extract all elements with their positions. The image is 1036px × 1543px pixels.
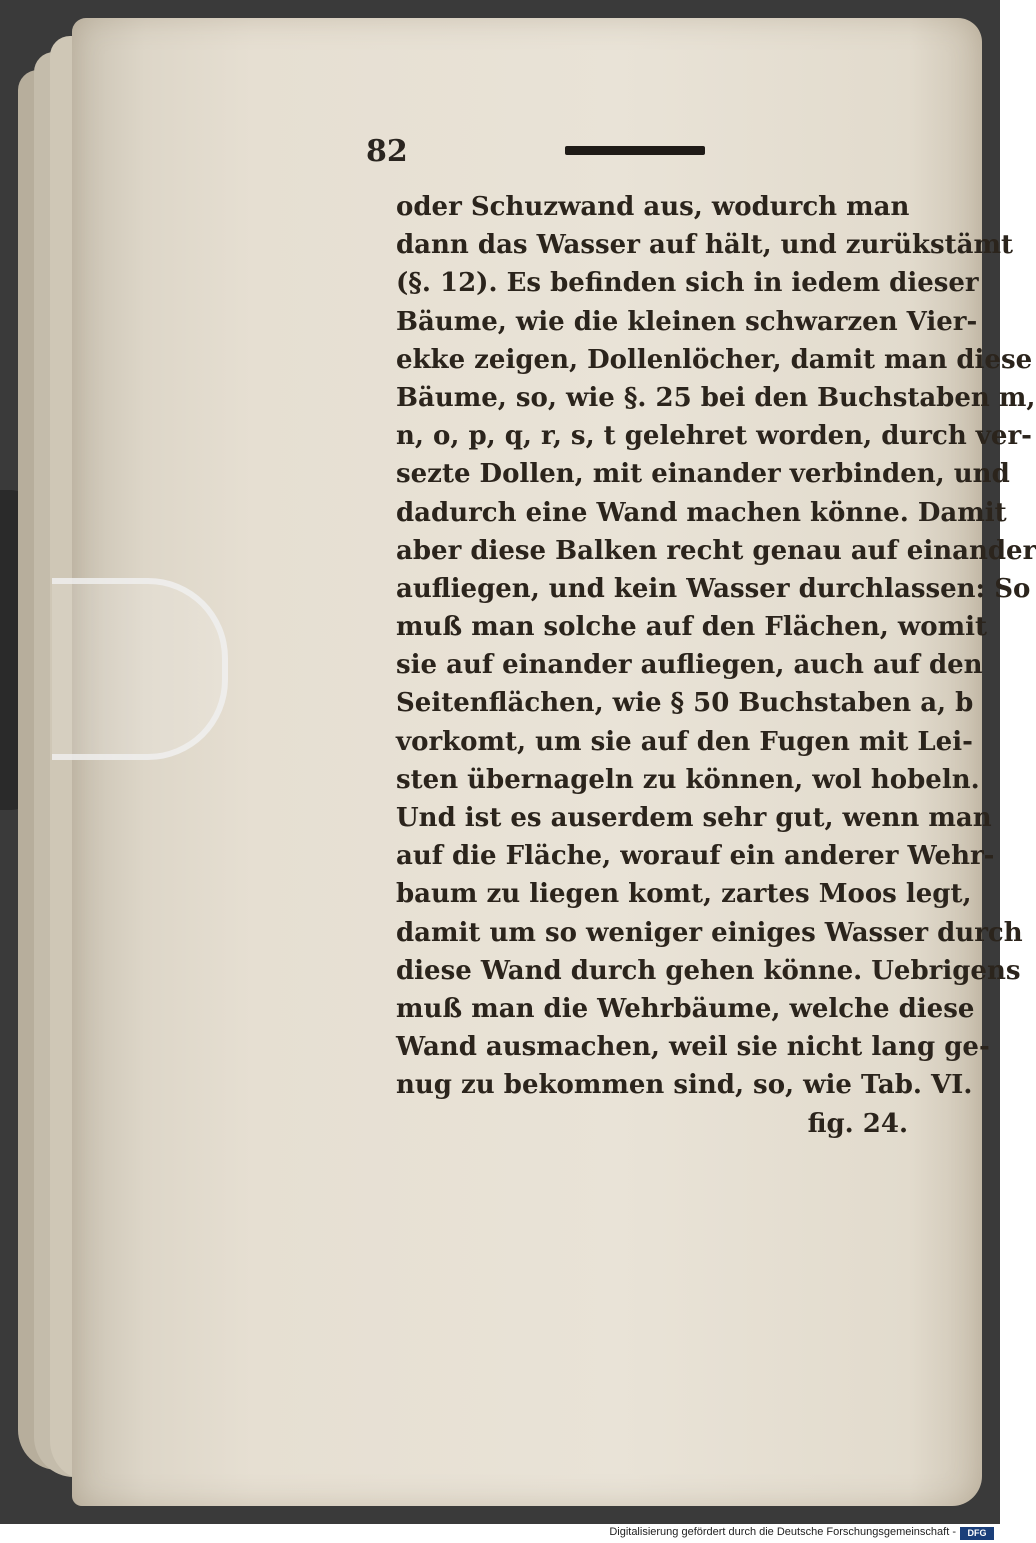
page-clip xyxy=(52,578,228,760)
text-line: vorkomt, um sie auf den Fugen mit Lei- xyxy=(396,726,973,757)
text-line: diese Wand durch gehen könne. Uebrigens xyxy=(396,955,1021,986)
text-line: dann das Wasser auf hält, und zurükstämt xyxy=(396,230,1014,261)
text-line: Seitenflächen, wie § 50 Buchstaben a, b xyxy=(396,688,974,719)
text-line: muß man die Wehrbäume, welche diese xyxy=(396,993,975,1024)
body-text xyxy=(396,188,1036,1143)
text-line: auf die Fläche, worauf ein anderer Wehr- xyxy=(396,841,995,872)
text-line: sten übernageln zu können, wol hobeln. xyxy=(396,764,980,795)
text-line: nug zu bekommen sind, so, wie Tab. VI. xyxy=(396,1070,973,1101)
text-line: dadurch eine Wand machen könne. Damit xyxy=(396,497,1007,528)
text-line: baum zu liegen komt, zartes Moos legt, xyxy=(396,879,972,910)
text-line: ekke zeigen, Dollenlöcher, damit man diese xyxy=(396,344,1033,375)
header-rule xyxy=(565,146,705,155)
text-line: Wand ausmachen, weil sie nicht lang ge- xyxy=(396,1032,990,1063)
text-line: Bäume, wie die kleinen schwarzen Vier- xyxy=(396,306,978,337)
text-line: n, o, p, q, r, s, t gelehret worden, durch ver- xyxy=(396,421,1032,452)
text-line-catchword: fig. 24. xyxy=(807,1108,908,1139)
text-line: Bäume, so, wie §. 25 bei den Buchstaben m, xyxy=(396,382,1036,413)
text-line: (§. 12). Es befinden sich in iedem dieser xyxy=(396,268,979,299)
text-line: muß man solche auf den Flächen, womit xyxy=(396,612,987,643)
dfg-logo: DFG xyxy=(960,1527,994,1540)
text-line: sezte Dollen, mit einander verbinden, und xyxy=(396,459,1010,490)
text-line: aber diese Balken recht genau auf einander xyxy=(396,535,1036,566)
text-line: damit um so weniger einiges Wasser durch xyxy=(396,917,1023,948)
page-number: 82 xyxy=(366,134,408,169)
text-line: sie auf einander aufliegen, auch auf den xyxy=(396,650,983,681)
funding-credit: Digitalisierung gefördert durch die Deutsche Forschungsgemeinschaft - xyxy=(609,1526,956,1538)
text-line: oder Schuzwand aus, wodurch man xyxy=(396,192,910,222)
footer-bar xyxy=(0,1524,1000,1543)
text-line: Und ist es auserdem sehr gut, wenn man xyxy=(396,803,992,833)
text-line: aufliegen, und kein Wasser durchlassen: So xyxy=(396,573,1031,604)
